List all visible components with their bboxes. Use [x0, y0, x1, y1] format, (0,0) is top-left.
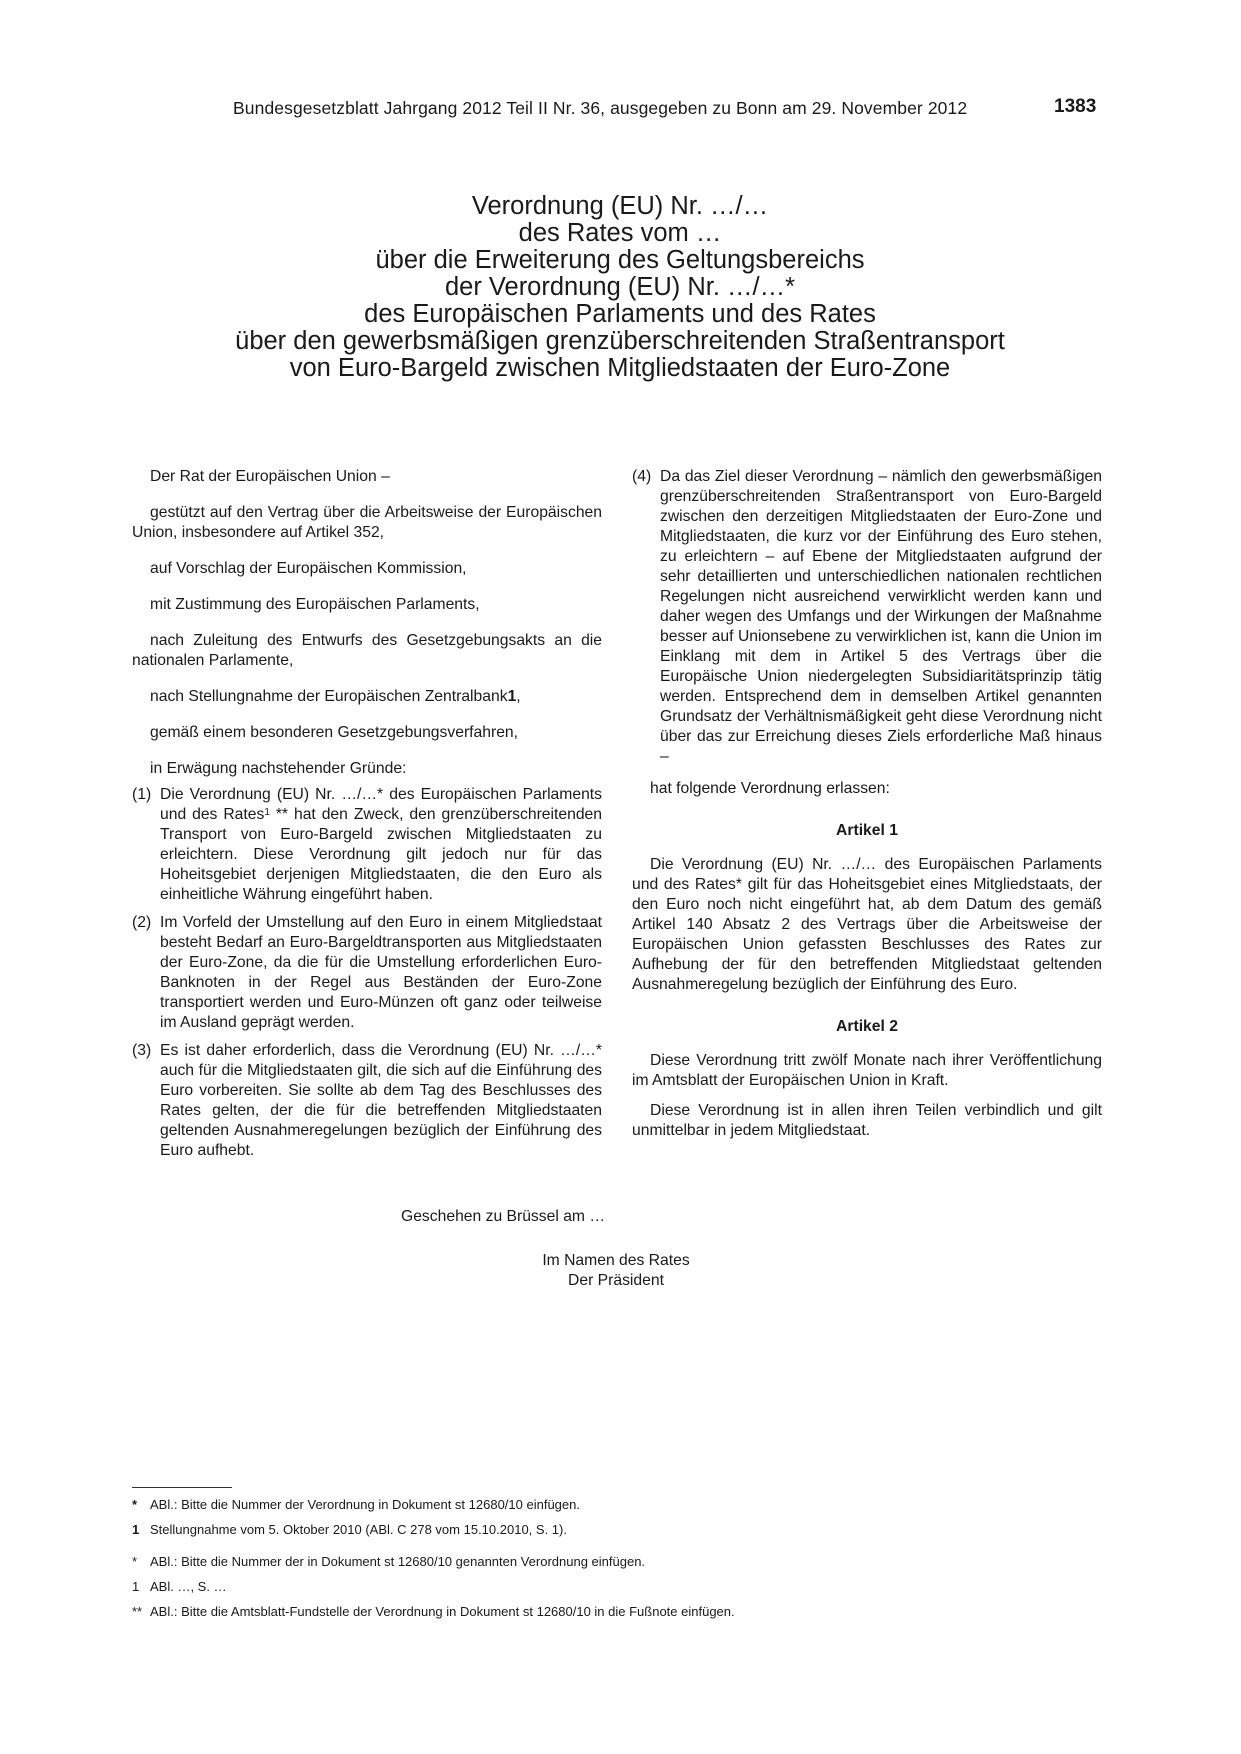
- article-1-text: Die Verordnung (EU) Nr. …/… des Europäischen Parlaments und des Rates* gilt für das Hoheitsgebiet eines Mitgliedstaats, der den Euro noch nicht eingeführt hat, ab dem Datum des gemäß Artikel 140 Absatz 2 des Vertrags über die Arbeitsweise der Europäischen Union gefassten Beschlusses des Rates zur Aufhebung der für den betreffenden Mitgliedstaat geltenden Ausnahmeregelung bezüglich der Einführung des Euro.: [632, 856, 1102, 993]
- citation-ecb-text: nach Stellungnahme der Europäischen Zentralbank: [150, 688, 508, 705]
- signature-on-behalf: Im Namen des Rates: [542, 1252, 690, 1269]
- title-line: des Europäischen Parlaments und des Rates: [364, 300, 876, 328]
- recital-4: [632, 467, 1102, 767]
- citation: nach Zuleitung des Entwurfs des Gesetzgebungsakts an die nationalen Parlamente,: [132, 632, 602, 669]
- footnote-mark: 1: [132, 1522, 140, 1537]
- recital-2: [132, 913, 602, 1033]
- footnote-mark: 1: [132, 1579, 140, 1594]
- title-line: Verordnung (EU) Nr. …/…: [471, 192, 769, 220]
- footnote-text: ABl.: Bitte die Nummer der Verordnung in Dokument st 12680/10 einfügen.: [150, 1497, 580, 1512]
- citation: mit Zustimmung des Europäischen Parlaments,: [150, 596, 480, 613]
- footnote-ref: 1: [507, 688, 517, 705]
- footnote-separator: [132, 1487, 232, 1488]
- recital-number: (4): [632, 468, 652, 485]
- footnote: [132, 1554, 645, 1570]
- left-column: [132, 467, 602, 1169]
- footnote: [132, 1579, 227, 1595]
- page-number: 1383: [1054, 96, 1097, 117]
- recital-text: Da das Ziel dieser Verordnung – nämlich den gewerbsmäßigen grenzüberschreitenden Straßentransport von Euro-Bargeld zwischen den derzeitigen Mitgliedstaaten der Euro-Zone und Mitgliedstaaten, die kurz vor der Einführung des Euro stehen, zu erleichtern – auf Ebene der Mitgliedstaaten aufgrund der sehr detaillierten und unterschiedlichen nationalen rechtlichen Regelungen nicht ausreichend verwirklicht werden kann und daher wegen des Umfangs und der Wirkungen der Maßnahme besser auf Unionsebene zu verwirklichen ist, kann die Union im Einklang mit dem in Artikel 5 des Vertrags über die Europäische Union niedergelegten Subsidiaritätsprinzip tätig werden. Entsprechend dem in demselben Artikel genannten Grundsatz der Verhältnismäßigkeit geht diese Verordnung nicht über das zur Erreichung dieses Ziels erforderliche Maß hinaus –: [660, 468, 1102, 765]
- recital-text: ** hat den Zweck, den grenzüberschreitenden Transport von Euro-Bargeld zwischen Mitgliedstaaten zu erleichtern. Diese Verordnung gilt jedoch nur für das Hoheitsgebiet derjenigen Mitgliedstaaten, die den Euro als einheitliche Währung eingeführt haben.: [160, 806, 603, 903]
- done-at: Geschehen zu Brüssel am …: [401, 1208, 606, 1225]
- title-line: von Euro-Bargeld zwischen Mitgliedstaaten der Euro-Zone: [289, 354, 951, 382]
- recital-1: [132, 785, 602, 905]
- article-2-heading: Artikel 2: [836, 1018, 898, 1035]
- footnote: [132, 1604, 735, 1620]
- recital-number: (3): [132, 1042, 152, 1059]
- recital-number: (2): [132, 914, 152, 931]
- recital-number: (1): [132, 786, 152, 803]
- document-title: [160, 193, 1080, 382]
- article-2-paragraph: Diese Verordnung tritt zwölf Monate nach ihrer Veröffentlichung im Amtsblatt der Europäischen Union in Kraft.: [632, 1052, 1102, 1089]
- footnote-text: Stellungnahme vom 5. Oktober 2010 (ABl. C 278 vom 15.10.2010, S. 1).: [150, 1522, 567, 1537]
- footnote: [132, 1497, 580, 1513]
- signature-block: [520, 1251, 712, 1291]
- citation: gestützt auf den Vertrag über die Arbeitsweise der Europäischen Union, insbesondere auf Artikel 352,: [132, 504, 602, 541]
- article-1-heading: Artikel 1: [836, 822, 898, 839]
- footnote-mark: **: [132, 1604, 143, 1619]
- recital-text: Es ist daher erforderlich, dass die Verordnung (EU) Nr. …/…* auch für die Mitgliedstaaten gilt, die sich auf die Einführung des Euro vorbereiten. Sie sollte ab dem Tag des Beschlusses des Rates gelten, der die für die betreffenden Mitgliedstaaten geltenden Ausnahmeregelungen bezüglich der Einführung des Euro aufhebt.: [160, 1042, 602, 1159]
- citation-ecb: [132, 687, 602, 707]
- footnote: [132, 1522, 567, 1538]
- recital-text: Im Vorfeld der Umstellung auf den Euro in einem Mitgliedstaat besteht Bedarf an Euro-Bargeldtransporten aus Mitgliedstaaten der Euro-Zone, da die für die Umstellung erforderlichen Euro-Banknoten in der Regel aus Beständen der Euro-Zone transportiert werden und Euro-Münzen oft ganz oder teilweise im Ausland geprägt werden.: [160, 914, 602, 1031]
- signature-title: Der Präsident: [568, 1272, 664, 1289]
- footnote-mark: *: [132, 1554, 138, 1569]
- footnote-text: ABl.: Bitte die Nummer der in Dokument st 12680/10 genannten Verordnung einfügen.: [150, 1554, 646, 1569]
- citation-procedure: gemäß einem besonderen Gesetzgebungsverfahren,: [150, 724, 519, 741]
- header-line: Bundesgesetzblatt Jahrgang 2012 Teil II Nr. 36, ausgegeben zu Bonn am 29. November 2012: [233, 98, 968, 118]
- footnote-mark: *: [132, 1497, 138, 1512]
- title-line: über den gewerbsmäßigen grenzüberschreitenden Straßentransport: [235, 327, 1005, 355]
- footnote-ref: 1: [264, 807, 270, 818]
- citation: auf Vorschlag der Europäischen Kommission,: [150, 560, 467, 577]
- footnote-text: ABl.: Bitte die Amtsblatt-Fundstelle der Verordnung in Dokument st 12680/10 in die Fußnote einfügen.: [150, 1604, 735, 1619]
- title-line: über die Erweiterung des Geltungsbereichs: [375, 246, 865, 274]
- recital-3: [132, 1041, 602, 1161]
- title-line: der Verordnung (EU) Nr. …/…*: [444, 273, 796, 301]
- citation-ecb-tail: ,: [516, 688, 521, 705]
- recital-text: Die Verordnung (EU) Nr. …/…* des Europäischen Parlaments und des Rates: [160, 786, 602, 823]
- title-line: des Rates vom …: [518, 219, 722, 247]
- enacting-formula: hat folgende Verordnung erlassen:: [650, 780, 890, 797]
- footnote-text: ABl. …, S. …: [150, 1579, 227, 1594]
- preamble-intro: Der Rat der Europäischen Union –: [150, 468, 390, 485]
- whereas-intro: in Erwägung nachstehender Gründe:: [150, 760, 407, 777]
- article-2-paragraph: Diese Verordnung ist in allen ihren Teilen verbindlich und gilt unmittelbar in jedem Mitgliedstaat.: [632, 1102, 1102, 1139]
- right-column: [632, 467, 1102, 1151]
